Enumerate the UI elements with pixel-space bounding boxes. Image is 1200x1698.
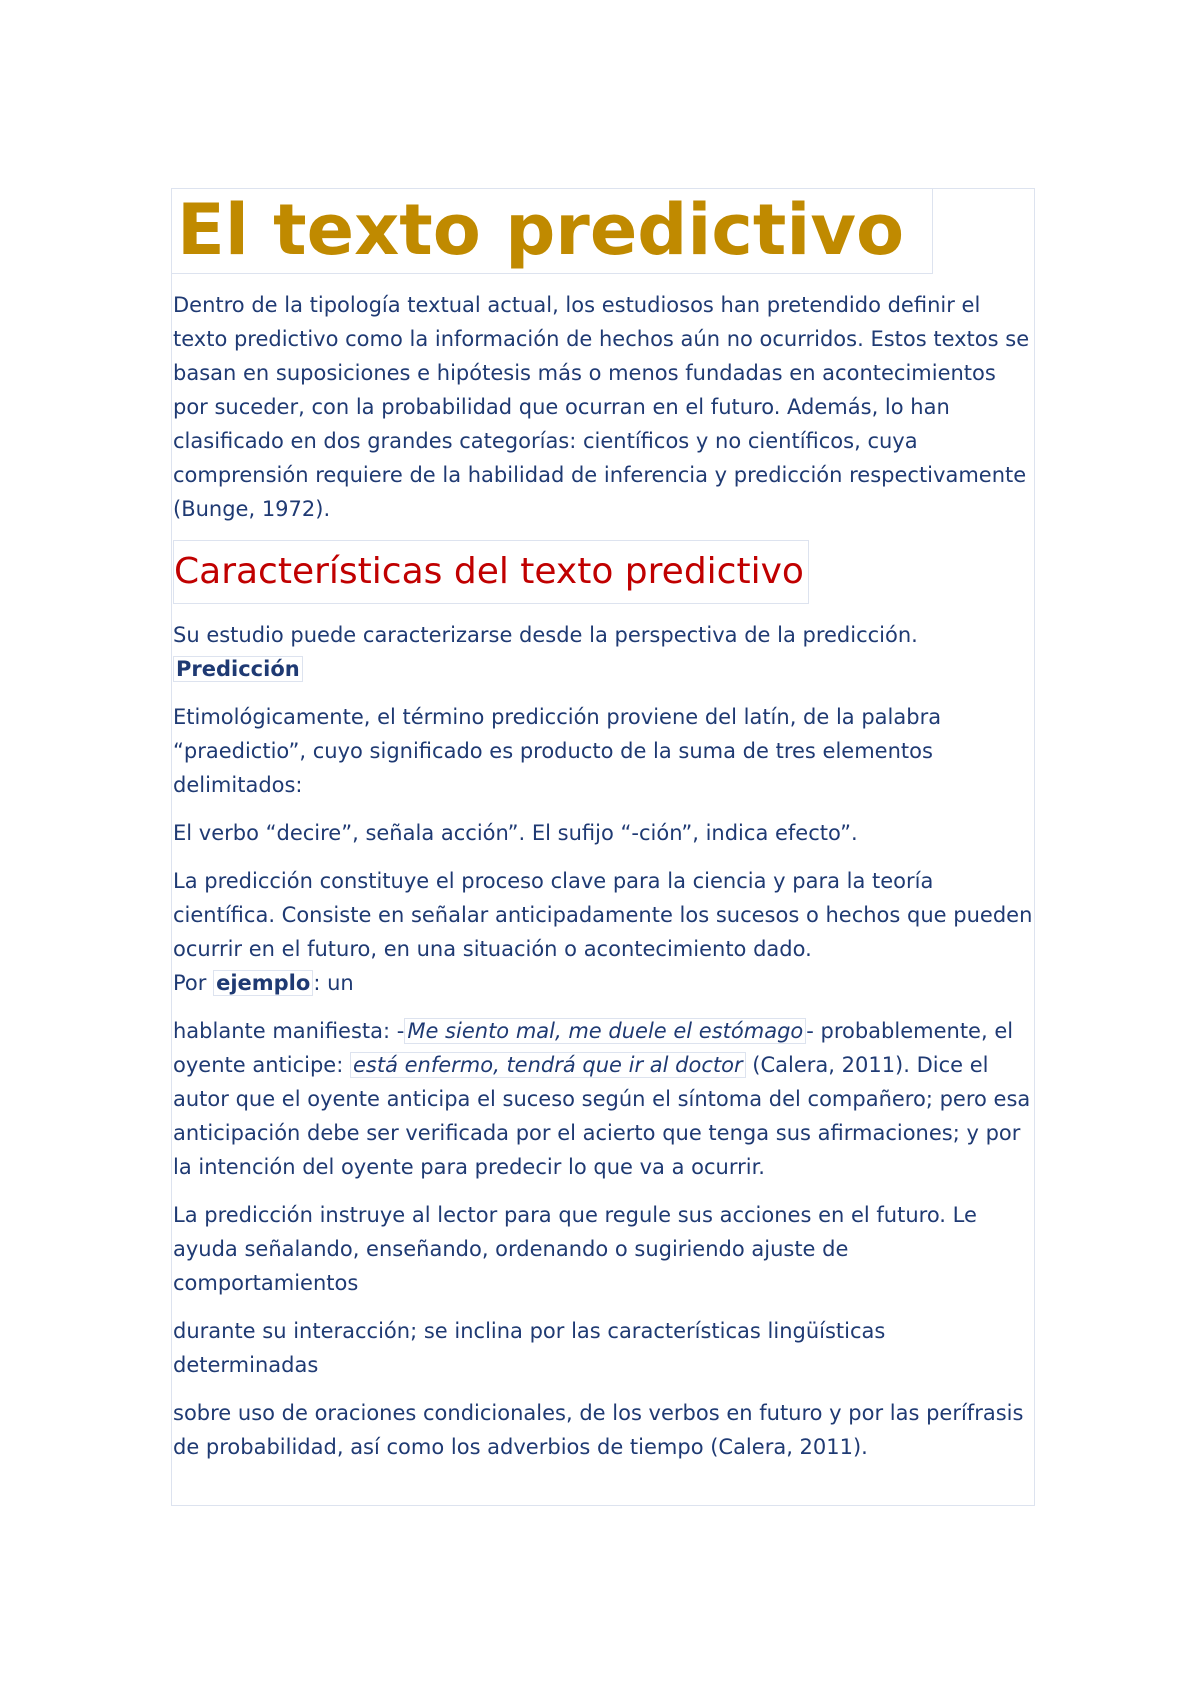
paragraph-study — [173, 618, 1035, 686]
paragraph-reader: La predicción instruye al lector para que regule sus acciones en el futuro. Le ayuda señalando, enseñando, ordenando o sugiriendo ajuste de comportamientos — [173, 1203, 977, 1295]
paragraph-verb: El verbo “decire”, señala acción”. El sufijo “-ción”, indica efecto”. — [173, 821, 858, 845]
prediccion-tag: Predicción — [173, 656, 303, 682]
paragraph-prediction-text: La predicción constituye el proceso clave para la ciencia y para la teoría científica. Consiste en señalar anticipadamente los sucesos o hechos que pueden ocurrir en el futuro, en una situación o acontecimiento dado. — [173, 869, 1033, 961]
intro-paragraph: Dentro de la tipología textual actual, los estudiosos han pretendido definir el texto predictivo como la información de hechos aún no ocurridos. Estos textos se basan en suposiciones e hipótesis más o menos fundadas en acontecimientos por suceder, con la probabilidad que ocurran en el futuro. Además, lo han clasificado en dos grandes categorías: científicos y no científicos, cuya comprensión requiere de la habilidad de inferencia y predicción respectivamente (Bunge, 1972). — [173, 293, 1030, 521]
paragraph-example-c: (Calera, 2011). Dice el autor que el oyente anticipa el suceso según el síntoma del compañero; pero esa anticipación debe ser verificada por el acierto que tenga sus afirmaciones; y por la intención del oyente para predecir lo que va a ocurrir. — [173, 1053, 1031, 1179]
section-heading: Características del texto predictivo — [173, 540, 809, 604]
quote-listener: está enfermo, tendrá que ir al doctor — [350, 1052, 746, 1078]
ejemplo-tag: ejemplo — [213, 970, 313, 996]
paragraph-example — [173, 1014, 1035, 1184]
paragraph-prediction — [173, 864, 1035, 1000]
paragraph-prediction-end: : un — [313, 971, 354, 995]
document-body — [173, 288, 1035, 1478]
paragraph-study-text: Su estudio puede caracterizarse desde la perspectiva de la predicción. — [173, 623, 918, 647]
paragraph-interaction: durante su interacción; se inclina por las características lingüísticas determinadas — [173, 1319, 886, 1377]
paragraph-conditionals: sobre uso de oraciones condicionales, de los verbos en futuro y por las perífrasis de probabilidad, así como los adverbios de tiempo (Calera, 2011). — [173, 1401, 1024, 1459]
paragraph-prediction-por: Por — [173, 971, 214, 995]
paragraph-example-b: - probablemente, el oyente anticipe: — [173, 1019, 1014, 1077]
document-title: El texto predictivo — [177, 189, 905, 271]
paragraph-etymology: Etimológicamente, el término predicción proviene del latín, de la palabra “praedictio”, cuyo significado es producto de la suma de tres elementos delimitados: — [173, 705, 942, 797]
quote-speaker: Me siento mal, me duele el estómago — [404, 1018, 806, 1044]
paragraph-example-a: hablante manifiesta: - — [173, 1019, 405, 1043]
